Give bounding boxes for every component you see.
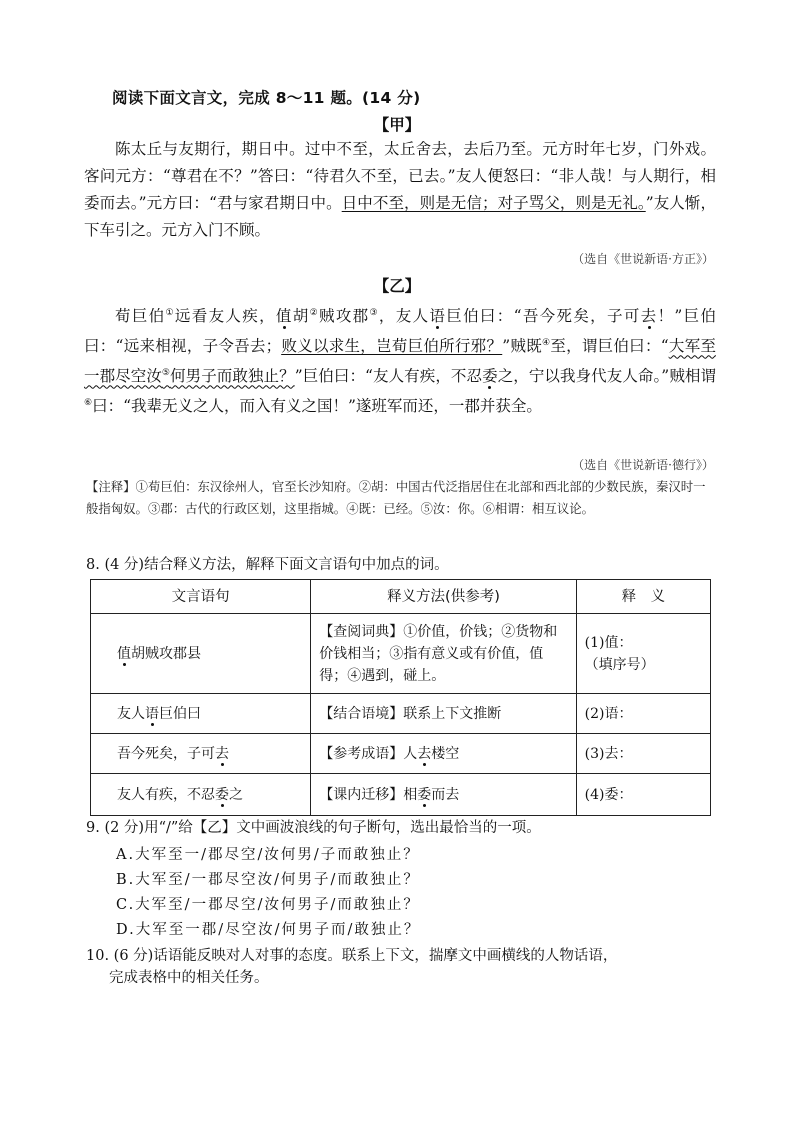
question-9-options — [116, 843, 420, 943]
cell-seg: 【参考成语】人 — [319, 745, 418, 762]
header-meaning: 释 义 — [576, 580, 710, 614]
passage-jia-text-b: ”友人惭，下车引之。元方入门不顾。 — [84, 194, 716, 239]
passage-jia-text-a: 陈太丘与友期行，期日中。过中不至，太丘舍去，去后乃至。元方时年七岁，门外戏。客问元方：“尊君在不？”答曰：“待君久不至，已去。”友人便怒曰：“非人哉！与人期行，相委而去。”元方曰：“君与家君期日中。 — [84, 140, 716, 212]
passage-yi-title: 【乙】 — [373, 277, 421, 295]
note-ref-1: ① — [165, 308, 175, 318]
dotted-word: 委 — [215, 786, 229, 803]
note-ref-4: ④ — [541, 338, 551, 349]
answer-cell[interactable]: (4)委： — [576, 774, 710, 816]
dotted-word-qu: 去 — [640, 307, 658, 326]
cell-seg: 友人 — [117, 705, 145, 722]
question-10-line2: 完成表格中的相关任务。 — [109, 970, 269, 986]
yi-seg: 远看友人疾， — [174, 307, 276, 326]
wavy-seg: 何男子而敢独止？ — [170, 367, 295, 386]
table-row — [91, 774, 711, 816]
method-cell — [311, 734, 576, 774]
wavy-seg: 大军至一郡尽空汝 — [84, 337, 716, 386]
dotted-word: 委 — [417, 786, 432, 803]
answer-label: (1)值： — [584, 634, 633, 651]
passage-jia-title: 【甲】 — [373, 116, 421, 134]
option-b[interactable]: B.大军至/一郡尽空汝/何男子/而敢独止？ — [116, 872, 420, 888]
cell-seg: 胡贼攻郡县 — [131, 645, 201, 662]
table-row — [91, 734, 711, 774]
note-ref-6: ⑥ — [84, 398, 93, 409]
answer-cell[interactable]: (2)语： — [576, 694, 710, 734]
yi-seg: 巨伯曰：“吾今死矣，子可 — [446, 307, 641, 326]
sentence-cell — [91, 734, 311, 774]
yi-seg: 胡 — [292, 307, 310, 326]
yi-seg: ”贼既 — [502, 337, 542, 356]
option-c[interactable]: C.大军至/一郡尽空/汝何男子/而敢独止？ — [116, 897, 420, 913]
yi-seg: 至，谓巨伯曰：“ — [550, 337, 669, 356]
section-heading: 阅读下面文言文，完成 8～11 题。(14 分) — [112, 89, 421, 107]
table-row — [91, 614, 711, 694]
cell-seg: 吾今死矣，子可 — [117, 745, 215, 762]
question-10-line1: 10. (6 分)话语能反映对人对事的态度。联系上下文，揣摩文中画横线的人物话语， — [86, 948, 618, 964]
yi-seg: ，友人 — [378, 307, 430, 326]
dotted-word: 去 — [215, 745, 229, 762]
note-ref-5: ⑤ — [161, 368, 171, 379]
yi-seg: 荀巨伯 — [115, 307, 166, 326]
method-cell: 【查阅词典】①价值，价钱；②货物和价钱相当；③指有意义或有价值，值得；④遇到，碰上。 — [311, 614, 576, 694]
table-row — [91, 694, 711, 734]
question-8-table — [90, 579, 711, 816]
yi-seg: ！”巨伯曰：“远来相视，子令吾去； — [84, 307, 716, 356]
note-ref-2: ② — [309, 308, 319, 318]
dotted-word: 值 — [117, 645, 131, 662]
dotted-word-yu: 语 — [429, 307, 447, 326]
answer-hint: （填序号） — [584, 656, 655, 673]
option-d[interactable]: D.大军至一郡/尽空汝/何男子而/敢独止？ — [116, 922, 421, 938]
sentence-cell — [91, 774, 311, 816]
cell-seg: 楼空 — [431, 745, 460, 762]
yi-seg: ”巨伯曰：“友人有疾，不忍 — [294, 367, 483, 386]
cell-seg: 巨伯曰 — [159, 705, 201, 722]
passage-yi-source: （选自《世说新语·德行》） — [572, 458, 714, 472]
method-cell — [311, 774, 576, 816]
passage-jia-text — [84, 136, 716, 244]
sentence-cell — [91, 614, 311, 694]
dotted-word-wei: 委 — [482, 367, 498, 386]
passage-jia-underlined-sentence: 日中不至，则是无信；对子骂父，则是无礼。 — [341, 194, 646, 212]
question-8-prompt: 8. (4 分)结合释义方法，解释下面文言语句中加点的词。 — [86, 557, 449, 573]
yi-seg: 曰：“我辈无义之人，而入有义之国！”遂班军而还，一郡并获全。 — [92, 397, 542, 416]
cell-seg: 友人有疾，不忍 — [117, 786, 215, 803]
answer-cell[interactable] — [576, 614, 710, 694]
note-ref-3: ③ — [369, 308, 379, 318]
question-9-prompt: 9. (2 分)用“/”给【乙】文中画波浪线的句子断句，选出最恰当的一项。 — [86, 820, 541, 836]
cell-seg: 【课内迁移】相 — [319, 786, 418, 803]
dotted-word: 去 — [417, 745, 432, 762]
method-cell: 【结合语境】联系上下文推断 — [311, 694, 576, 734]
answer-cell[interactable]: (3)去： — [576, 734, 710, 774]
header-method: 释义方法(供参考) — [311, 580, 576, 614]
table-header-row — [91, 580, 711, 614]
yi-seg: 贼攻郡 — [319, 307, 370, 326]
passage-yi-text — [84, 300, 716, 421]
cell-seg: 而去 — [431, 786, 460, 803]
annotations: 【注释】①荀巨伯：东汉徐州人，官至长沙知府。②胡：中国古代泛指居住在北部和西北部的少数民族，秦汉时一般指匈奴。③郡：古代的行政区划，这里指城。④既：已经。⑤汝：你。⑥相谓：相互议论。 — [86, 479, 706, 516]
dotted-word: 语 — [145, 705, 159, 722]
passage-jia-source: （选自《世说新语·方正》） — [572, 252, 714, 266]
option-a[interactable]: A.大军至一/郡尽空/汝何男/子而敢独止？ — [116, 847, 420, 863]
passage-yi-underlined-sentence: 败义以求生，岂荀巨伯所行邪？ — [281, 337, 503, 356]
sentence-cell — [91, 694, 311, 734]
header-sentence: 文言语句 — [91, 580, 311, 614]
yi-seg: 之，宁以我身代友人命。”贼相谓 — [497, 367, 716, 386]
cell-seg: 之 — [229, 786, 243, 803]
dotted-word-zhi: 值 — [275, 307, 293, 326]
